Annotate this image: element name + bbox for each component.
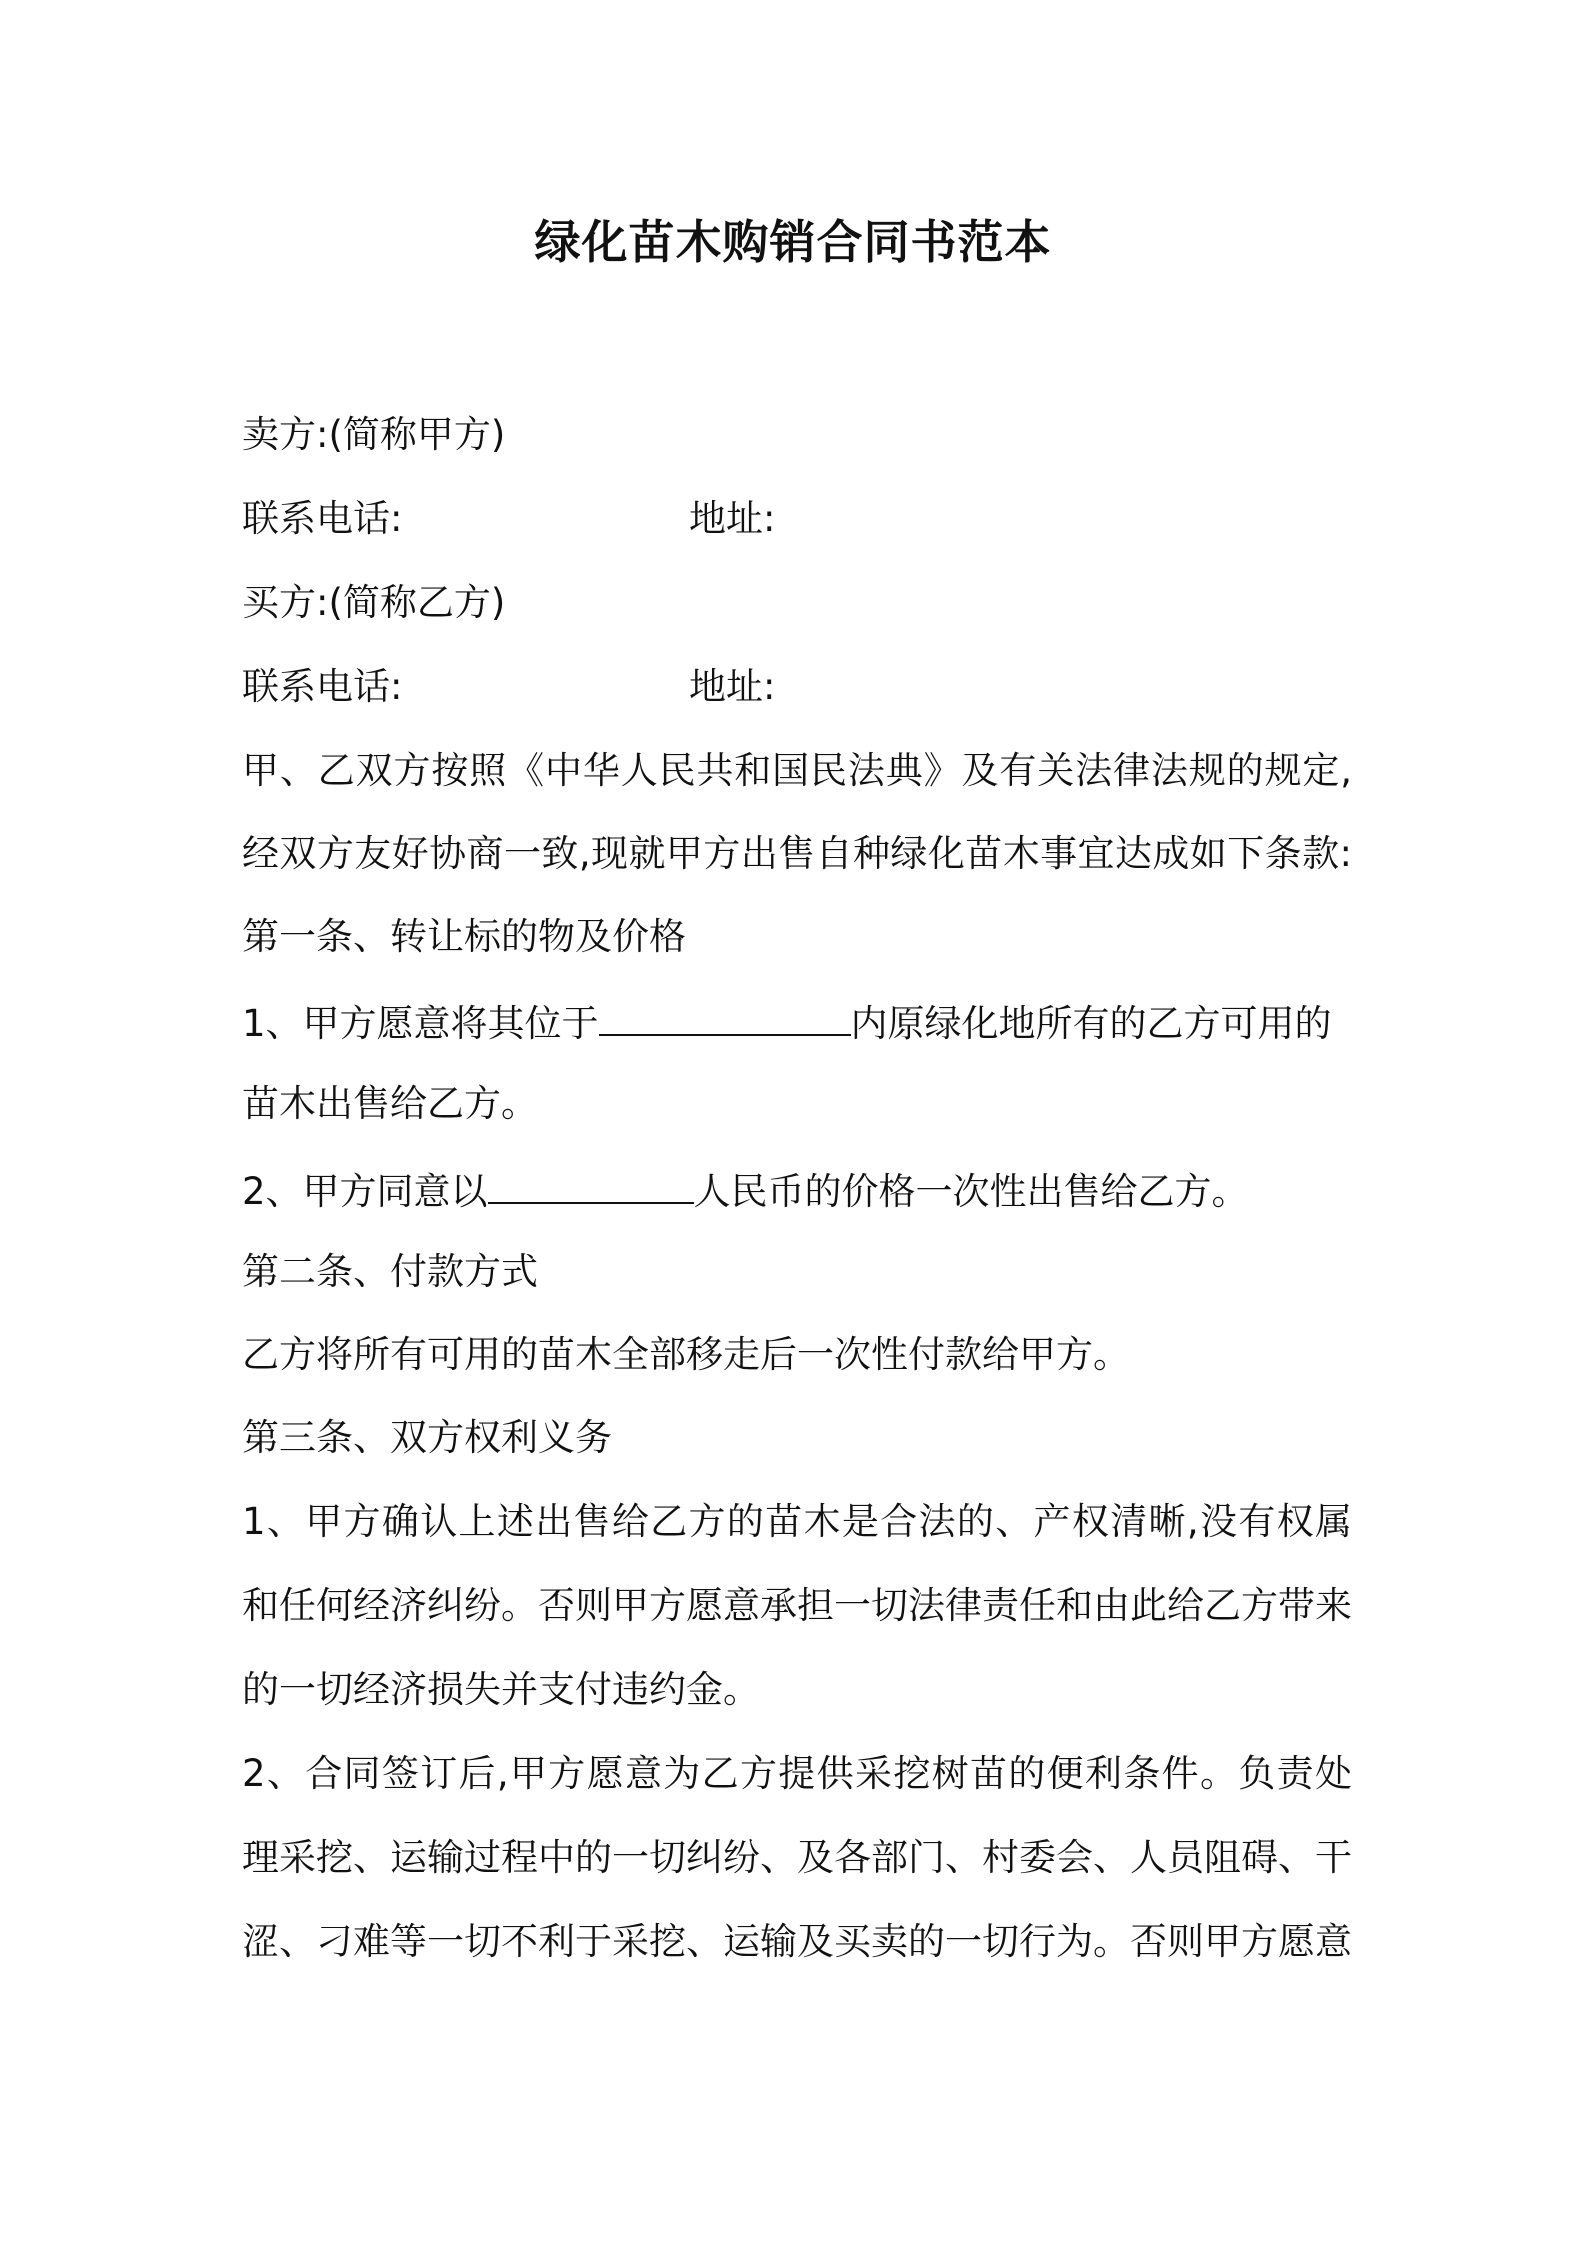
article-1-item-1-continued: 苗木出售给乙方。 [242, 1082, 538, 1125]
article-1-item-1 [242, 990, 1372, 1074]
article-3-heading: 第三条、双方权利义务 [242, 1416, 612, 1459]
seller-line: 卖方:(简称甲方) [242, 413, 506, 456]
article-3-item-2-line-3 [242, 1912, 1372, 1996]
buyer-address-label: 地址: [689, 665, 776, 708]
article-3-item-2-line-2 [242, 1828, 1372, 1912]
document-title: 绿化苗木购销合同书范本 [534, 215, 1052, 269]
buyer-contact-row [242, 657, 1372, 741]
article-1-item-1-prefix: 1、甲方愿意将其位于 [242, 1002, 599, 1045]
document-body [242, 405, 1372, 1996]
article-3-item-2-text-1: 2、合同签订后,甲方愿意为乙方提供采挖树苗的便利条件。负责处 [242, 1752, 1352, 1795]
article-1-item-1-suffix: 内原绿化地所有的乙方可用的 [850, 1002, 1332, 1045]
location-blank [599, 990, 851, 1036]
price-blank [488, 1158, 694, 1204]
article-3-item-1-line-2 [242, 1576, 1372, 1660]
intro-text-1: 甲、乙双方按照《中华人民共和国民法典》及有关法律法规的规定, [242, 749, 1352, 792]
article-2-heading: 第二条、付款方式 [242, 1250, 538, 1293]
article-3-item-1-text-1: 1、甲方确认上述出售给乙方的苗木是合法的、产权清晰,没有权属 [242, 1500, 1352, 1543]
article-3-item-2-text-2: 理采挖、运输过程中的一切纠纷、及各部门、村委会、人员阻碍、干 [242, 1836, 1352, 1879]
seller-phone-label: 联系电话: [242, 497, 403, 540]
buyer-phone-label: 联系电话: [242, 665, 403, 708]
intro-paragraph-line-1 [242, 741, 1372, 824]
article-1-heading: 第一条、转让标的物及价格 [242, 915, 686, 958]
article-3-item-2-text-3: 涩、刁难等一切不利于采挖、运输及买卖的一切行为。否则甲方愿意 [242, 1920, 1352, 1963]
buyer-line: 买方:(简称乙方) [242, 581, 506, 624]
article-3-item-2-line-1 [242, 1744, 1372, 1828]
article-2-text: 乙方将所有可用的苗木全部移走后一次性付款给甲方。 [242, 1333, 1130, 1376]
seller-address-label: 地址: [689, 497, 776, 540]
article-1-item-2-suffix: 人民币的价格一次性出售给乙方。 [693, 1170, 1249, 1213]
article-1-item-2 [242, 1158, 1372, 1242]
article-3-item-1-text-2: 和任何经济纠纷。否则甲方愿意承担一切法律责任和由此给乙方带来 [242, 1584, 1352, 1627]
intro-paragraph-line-2 [242, 824, 1372, 907]
article-3-item-1-line-3: 的一切经济损失并支付违约金。 [242, 1668, 760, 1711]
intro-text-2: 经双方友好协商一致,现就甲方出售自种绿化苗木事宜达成如下条款: [242, 832, 1352, 875]
article-1-item-2-prefix: 2、甲方同意以 [242, 1170, 488, 1213]
seller-contact-row [242, 489, 1372, 573]
article-3-item-1-line-1 [242, 1492, 1372, 1576]
